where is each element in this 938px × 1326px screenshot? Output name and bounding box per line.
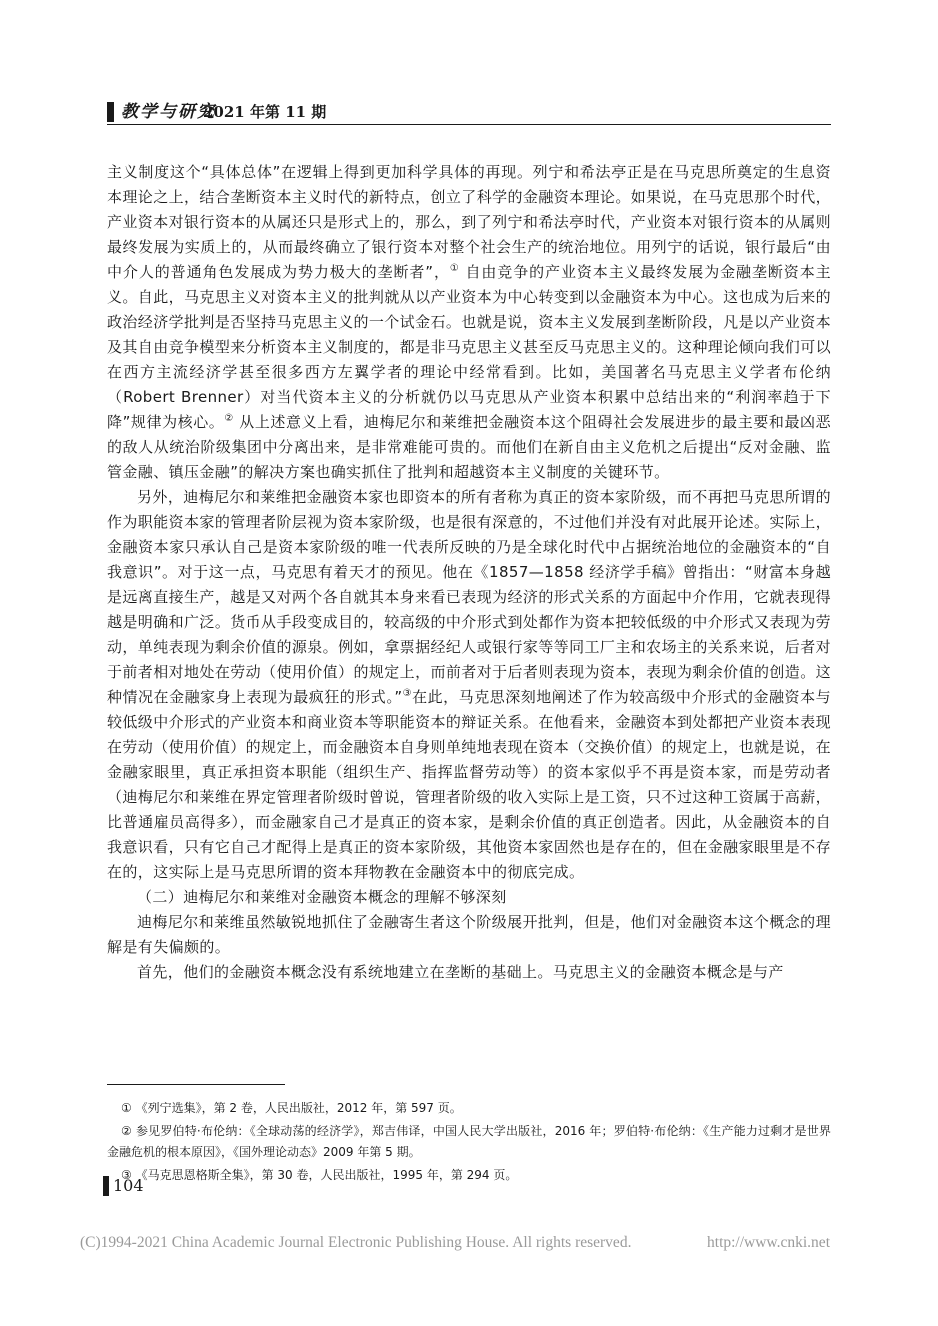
footnote-ref-3[interactable]: ③ [402,688,413,699]
copyright-notice [80,1232,830,1254]
footnote-ref-1[interactable]: ① [449,263,460,274]
footnote-1: ① 《列宁选集》，第 2 卷，人民出版社，2012 年，第 597 页。 [121,1101,462,1115]
article-body [107,160,831,985]
paragraph-4: 首先，他们的金融资本概念没有系统地建立在垄断的基础上。马克思主义的金融资本概念是与产 [137,963,784,981]
paragraph-1-text-c: 从上述意义上看，迪梅尼尔和莱维把金融资本这个阻碍社会发展进步的最主要和最凶恶的敌人从统治阶级集团中分离出来，是非常难能可贵的。而他们在新自由主义危机之后提出“反对金融、监管金融、镇压金融”的解决方案也确实抓住了批判和超越资本主义制度的关键环节。 [107,413,831,481]
footnotes [107,1098,831,1188]
footnote-rule [107,1084,285,1085]
paragraph-1-text-b: 自由竞争的产业资本主义最终发展为金融垄断资本主义。自此，马克思主义对资本主义的批判就从以产业资本为中心转变到以金融资本为中心。这也成为后来的政治经济学批判是否坚持马克思主义的一个试金石。也就是说，资本主义发展到垄断阶段，凡是以产业资本及其自由竞争模型来分析资本主义制度的，都是非马克思主义甚至反马克思主义的。这种理论倾向我们可以在西方主流经济学甚至很多西方左翼学者的理论中经常看到。比如，美国著名马克思主义学者布伦纳（Robert Brenner）对当代资本主义的分析就仍以马克思从产业资本积累中总结出来的“利润率趋于下降”规律为核心。 [107,263,832,431]
footnote-ref-2[interactable]: ② [224,413,234,424]
header-marker-bar [107,102,114,122]
footnote-3: ③ 《马克思恩格斯全集》，第 30 卷，人民出版社，1995 年，第 294 页。 [121,1168,518,1182]
running-header [107,100,831,124]
page-number-marker-bar [103,1176,109,1196]
header-rule [107,124,831,125]
paragraph-1-text-a: 主义制度这个“具体总体”在逻辑上得到更加科学具体的再现。列宁和希法亭正是在马克思所奠定的生息资本理论之上，结合垄断资本主义时代的新特点，创立了科学的金融资本理论。如果说，在马克思那个时代，产业资本对银行资本的从属还只是形式上的，那么，到了列宁和希法亭时代，产业资本对银行资本的从属则最终发展为实质上的，从而最终确立了银行资本对整个社会生产的统治地位。用列宁的话说，银行最后“由中介人的普通角色发展成为势力极大的垄断者”， [107,163,831,281]
cnki-url[interactable]: http://www.cnki.net [707,1234,830,1251]
paragraph-3: 迪梅尼尔和莱维虽然敏锐地抓住了金融寄生者这个阶级展开批判，但是，他们对金融资本这个概念的理解是有失偏颇的。 [107,913,831,956]
section-heading: （二）迪梅尼尔和莱维对金融资本概念的理解不够深刻 [137,888,507,906]
footnote-2: ② 参见罗伯特·布伦纳：《全球动荡的经济学》，郑吉伟译，中国人民大学出版社，2016 年；罗伯特·布伦纳：《生产能力过剩才是世界金融危机的根本原因》，《国外理论动态》2009 年第 5 期。 [107,1124,831,1159]
copyright-text: (C)1994-2021 China Academic Journal Electronic Publishing House. All rights reserved. [80,1234,632,1251]
page-number-text: 104 [113,1176,144,1195]
journal-title: 教学与研究 [121,102,216,122]
paragraph-2-text-a: 另外，迪梅尼尔和莱维把金融资本家也即资本的所有者称为真正的资本家阶级，而不再把马克思所谓的作为职能资本家的管理者阶层视为资本家阶级，也是很有深意的，不过他们并没有对此展开论述。实际上，金融资本家只承认自己是资本家阶级的唯一代表所反映的乃是全球化时代中占据统治地位的金融资本的“自我意识”。对于这一点，马克思有着天才的预见。他在《1857—1858 经济学手稿》曾指出：“财富本身越是远离直接生产，越是又对两个各自就其本身来看已表现为经济的形式关系的方面起中介作用，它就表现得越是明确和广泛。货币从手段变成目的，较高级的中介形式到处都作为资本把较低级的中介形式又表现为劳动，单纯表现为剩余价值的源泉。例如，拿票据经纪人或银行家等等同工厂主和农场主的关系来说，后者对于前者相对地处在劳动（使用价值）的规定上，而前者对于后者则表现为资本，表现为剩余价值的创造。这种情况在金融家身上表现为最疯狂的形式。” [107,488,831,706]
paragraph-2-text-b: 在此，马克思深刻地阐述了作为较高级中介形式的金融资本与较低级中介形式的产业资本和商业资本等职能资本的辩证关系。在他看来，金融资本到处都把产业资本表现在劳动（使用价值）的规定上，而金融资本自身则单纯地表现在资本（交换价值）的规定上，也就是说，在金融家眼里，真正承担资本职能（组织生产、指挥监督劳动等）的资本家似乎不再是资本家，而是劳动者（迪梅尼尔和莱维在界定管理者阶级时曾说，管理者阶级的收入实际上是工资，只不过这种工资属于高薪，比普通雇员高得多），而金融家自己才是真正的资本家，是剩余价值的真正创造者。因此，从金融资本的自我意识看，只有它自己才配得上是真正的资本家阶级，其他资本家固然也是存在的，但在金融家眼里是不存在的，这实际上是马克思所谓的资本拜物教在金融资本中的彻底完成。 [107,688,831,881]
paragraph-2 [107,485,831,885]
paragraph-1 [107,160,831,485]
issue-label: 2021 年第 11 期 [203,103,327,121]
